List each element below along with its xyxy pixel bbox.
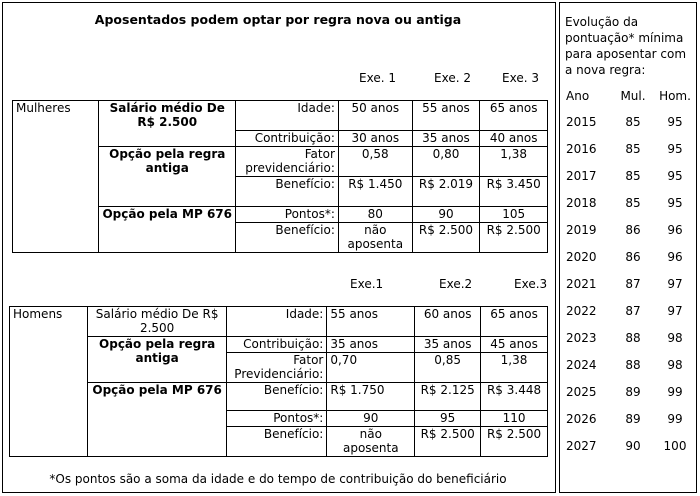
men-beneficio-mp-label: Benefício:: [227, 427, 327, 457]
men-mp-label: Opção pela MP 676: [87, 383, 227, 457]
women-pontos-exe3: 105: [480, 207, 548, 223]
women-contribuicao-exe3: 40 anos: [480, 131, 548, 147]
sidebar-men-points: 98: [667, 330, 683, 345]
sidebar-year: 2021: [566, 276, 597, 291]
footnote: *Os pontos são a soma da idade e do tempo de contribuição do beneficiário: [49, 472, 507, 486]
women-contribuicao-exe2: 35 anos: [412, 131, 480, 147]
men-pontos-exe3: 110: [481, 411, 548, 427]
women-beneficio-old-exe1: R$ 1.450: [338, 177, 412, 207]
sidebar-men-points: 95: [667, 195, 683, 210]
sidebar-year: 2020: [566, 249, 597, 264]
men-group-label: Homens: [10, 307, 88, 457]
women-old-rule-label: Opção pela regra antiga: [99, 147, 236, 207]
women-table: [12, 100, 548, 253]
sidebar-men-points: 100: [663, 438, 687, 453]
sidebar-men-points: 97: [667, 276, 683, 291]
sidebar-women-points: 89: [625, 411, 641, 426]
men-idade-label: Idade:: [227, 307, 327, 337]
men-contribuicao-exe2: 35 anos: [415, 337, 481, 353]
women-pontos-exe2: 90: [412, 207, 480, 223]
men-old-rule-label: Opção pela regra antiga: [87, 337, 227, 383]
sidebar-men-points: 96: [667, 249, 683, 264]
sidebar-year: 2018: [566, 195, 597, 210]
sidebar-row: [562, 405, 694, 432]
men-idade-exe2: 60 anos: [415, 307, 481, 337]
sidebar-row: [562, 432, 694, 459]
men-pontos-exe1: 90: [327, 411, 415, 427]
sidebar-women-points: 89: [625, 384, 641, 399]
sidebar-row: [562, 135, 694, 162]
men-fator-label: Fator Previdenciário:: [227, 353, 327, 383]
sidebar-row: [562, 297, 694, 324]
women-fator-label: Fator previdenciário:: [236, 147, 338, 177]
women-fator-exe3: 1,38: [480, 147, 548, 177]
sidebar-row: [562, 324, 694, 351]
sidebar-year: 2017: [566, 168, 597, 183]
women-fator-exe1: 0,58: [338, 147, 412, 177]
sidebar-row: [562, 189, 694, 216]
men-fator-exe3: 1,38: [481, 353, 548, 383]
women-contribuicao-label: Contribuição:: [236, 131, 338, 147]
women-fator-exe2: 0,80: [412, 147, 480, 177]
sidebar-women-points: 85: [625, 195, 641, 210]
men-fator-exe1: 0,70: [327, 353, 415, 383]
sidebar-women-points: 86: [625, 222, 641, 237]
men-header-exe1: Exe.1: [350, 277, 384, 291]
sidebar-year: 2015: [566, 114, 597, 129]
page-title: Aposentados podem optar por regra nova ou antiga: [94, 12, 462, 27]
men-fator-exe2: 0,85: [415, 353, 481, 383]
sidebar-year: 2022: [566, 303, 597, 318]
men-header-exe3: Exe.3: [514, 277, 548, 291]
men-idade-exe1: 55 anos: [327, 307, 415, 337]
women-beneficio-old-label: Benefício:: [236, 177, 338, 207]
women-beneficio-mp-exe2: R$ 2.500: [412, 223, 480, 253]
women-idade-exe3: 65 anos: [480, 101, 548, 131]
women-idade-exe2: 55 anos: [412, 101, 480, 131]
men-contribuicao-exe3: 45 anos: [481, 337, 548, 353]
women-beneficio-old-exe2: R$ 2.019: [412, 177, 480, 207]
sidebar-men-points: 98: [667, 357, 683, 372]
sidebar-men-points: 95: [667, 168, 683, 183]
sidebar-header-ano: Ano: [566, 89, 590, 103]
sidebar-year: 2024: [566, 357, 597, 372]
sidebar-rows: [562, 108, 694, 459]
sidebar-row: [562, 108, 694, 135]
sidebar-header-mul: Mul.: [620, 89, 646, 103]
women-salary-label: Salário médio De R$ 2.500: [99, 101, 236, 147]
men-pontos-exe2: 95: [415, 411, 481, 427]
women-pontos-label: Pontos*:: [236, 207, 338, 223]
sidebar-women-points: 87: [625, 276, 641, 291]
sidebar-women-points: 85: [625, 141, 641, 156]
sidebar-men-points: 97: [667, 303, 683, 318]
women-group-label: Mulheres: [13, 101, 99, 253]
women-mp-label: Opção pela MP 676: [99, 207, 236, 253]
women-header-exe3: Exe. 3: [502, 71, 539, 85]
women-header-exe1: Exe. 1: [359, 71, 396, 85]
sidebar-year: 2019: [566, 222, 597, 237]
women-beneficio-mp-exe3: R$ 2.500: [480, 223, 548, 253]
sidebar-row: [562, 351, 694, 378]
women-contribuicao-exe1: 30 anos: [338, 131, 412, 147]
women-idade-label: Idade:: [236, 101, 338, 131]
men-pontos-label: Pontos*:: [227, 411, 327, 427]
sidebar-year: 2027: [566, 438, 597, 453]
men-beneficio-mp-exe3: R$ 2.500: [481, 427, 548, 457]
sidebar-men-points: 95: [667, 141, 683, 156]
sidebar-year: 2023: [566, 330, 597, 345]
men-beneficio-mp-exe1: não aposenta: [327, 427, 415, 457]
sidebar-row: [562, 243, 694, 270]
men-table: [9, 306, 548, 457]
sidebar-women-points: 88: [625, 330, 641, 345]
sidebar-row: [562, 216, 694, 243]
men-beneficio-old-exe3: R$ 3.448: [481, 383, 548, 411]
women-beneficio-mp-label: Benefício:: [236, 223, 338, 253]
men-beneficio-old-label: Benefício:: [227, 383, 327, 411]
sidebar-women-points: 90: [625, 438, 641, 453]
sidebar-women-points: 85: [625, 114, 641, 129]
sidebar-men-points: 96: [667, 222, 683, 237]
men-salary-label: Salário médio De R$ 2.500: [87, 307, 227, 337]
sidebar-men-points: 99: [667, 411, 683, 426]
men-idade-exe3: 65 anos: [481, 307, 548, 337]
sidebar-row: [562, 270, 694, 297]
women-pontos-exe1: 80: [338, 207, 412, 223]
sidebar-table: [562, 84, 694, 459]
women-header-exe2: Exe. 2: [434, 71, 471, 85]
men-beneficio-old-exe1: R$ 1.750: [327, 383, 415, 411]
sidebar-women-points: 87: [625, 303, 641, 318]
men-contribuicao-exe1: 35 anos: [327, 337, 415, 353]
sidebar-year: 2025: [566, 384, 597, 399]
men-contribuicao-label: Contribuição:: [227, 337, 327, 353]
sidebar-women-points: 85: [625, 168, 641, 183]
women-beneficio-mp-exe1: não aposenta: [338, 223, 412, 253]
women-idade-exe1: 50 anos: [338, 101, 412, 131]
men-header-exe2: Exe.2: [439, 277, 473, 291]
sidebar-row: [562, 378, 694, 405]
sidebar-women-points: 88: [625, 357, 641, 372]
sidebar-men-points: 99: [667, 384, 683, 399]
sidebar-year: 2026: [566, 411, 597, 426]
sidebar-intro: Evolução da pontuação* mínima para aposentar com a nova regra:: [565, 15, 687, 77]
women-beneficio-old-exe3: R$ 3.450: [480, 177, 548, 207]
sidebar-women-points: 86: [625, 249, 641, 264]
sidebar-year: 2016: [566, 141, 597, 156]
sidebar-header-hom: Hom.: [659, 89, 691, 103]
sidebar-row: [562, 162, 694, 189]
men-beneficio-old-exe2: R$ 2.125: [415, 383, 481, 411]
men-beneficio-mp-exe2: R$ 2.500: [415, 427, 481, 457]
sidebar-men-points: 95: [667, 114, 683, 129]
